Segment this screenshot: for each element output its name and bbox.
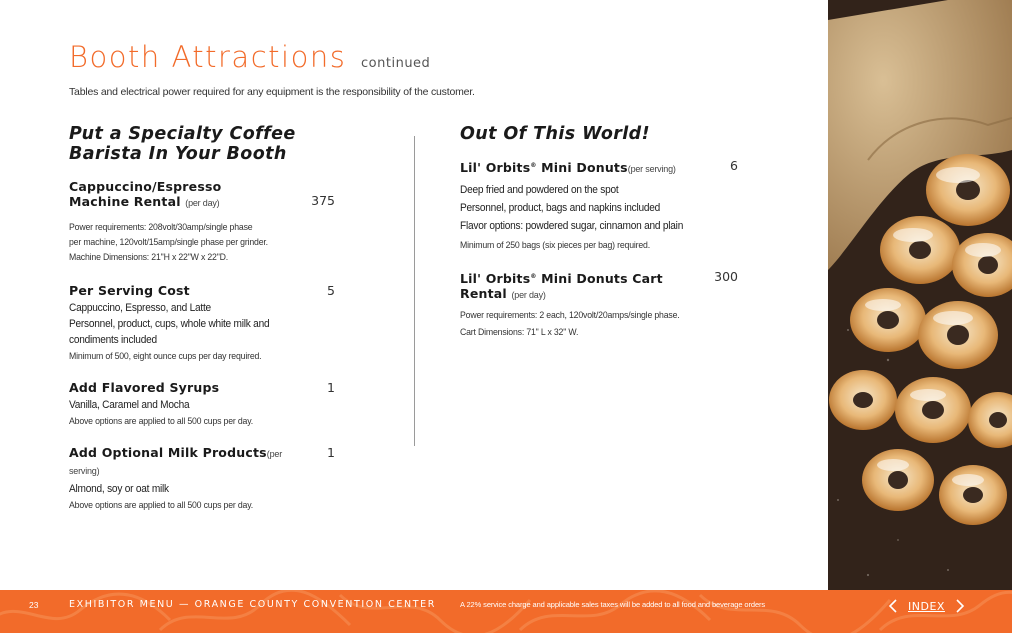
- item-note: per machine, 120volt/15amp/single phase per grinder.: [69, 237, 268, 248]
- item-note: Machine Dimensions: 21"H x 22"W x 22"D.: [69, 252, 229, 263]
- item-description: Vanilla, Caramel and Mocha: [69, 399, 190, 411]
- item-name: [69, 445, 335, 479]
- menu-item-milk: [69, 445, 335, 513]
- item-note: Minimum of 500, eight ounce cups per day required.: [69, 351, 262, 362]
- chevron-left-icon[interactable]: [886, 598, 900, 614]
- heading-line: Barista In Your Booth: [69, 144, 287, 164]
- item-unit: (per serving): [69, 449, 282, 476]
- menu-item-mini-donuts: [460, 158, 738, 253]
- menu-item-espresso-machine: [69, 179, 335, 265]
- donut-column: [460, 124, 738, 341]
- item-price: 5: [327, 283, 335, 298]
- page-subtitle: Tables and electrical power required for any equipment is the responsibility of the customer.: [69, 86, 475, 98]
- item-note: Minimum of 250 bags (six pieces per bag) required.: [460, 240, 650, 252]
- page-title-text: Booth Attractions: [69, 40, 347, 74]
- item-description: Flavor options: powdered sugar, cinnamon and plain: [460, 220, 684, 233]
- item-note: Above options are applied to all 500 cups per day.: [69, 416, 254, 427]
- item-note: Cart Dimensions: 71" L x 32" W.: [460, 327, 579, 339]
- item-name-text: Mini Donuts Cart Rental: [460, 271, 663, 302]
- item-name: Per Serving Cost: [69, 283, 190, 298]
- item-price: 6: [730, 158, 738, 173]
- registered-mark: ®: [530, 273, 537, 281]
- donuts-photo: [828, 0, 1012, 590]
- page-title: [69, 40, 430, 74]
- item-description: Cappuccino, Espresso, and Latte: [69, 302, 211, 314]
- menu-item-donut-cart: [460, 269, 738, 341]
- footer-menu-title: EXHIBITOR MENU — ORANGE COUNTY CONVENTION CENTER: [69, 599, 436, 610]
- item-name-line: Cappuccino/Espresso: [69, 179, 222, 194]
- item-price: 300: [714, 269, 738, 285]
- footer-nav: [886, 598, 967, 614]
- item-note: Power requirements: 2 each, 120volt/20amps/single phase.: [460, 310, 680, 322]
- page-number: 23: [29, 600, 39, 610]
- chevron-right-icon[interactable]: [953, 598, 967, 614]
- item-description: Almond, soy or oat milk: [69, 483, 169, 495]
- item-unit: (per day): [185, 198, 220, 208]
- menu-item-per-serving: [69, 283, 335, 364]
- item-name: [460, 269, 738, 303]
- menu-item-syrups: [69, 380, 335, 429]
- coffee-column: [69, 124, 335, 513]
- item-name-line: Machine Rental: [69, 194, 181, 209]
- page-title-suffix: continued: [361, 56, 431, 71]
- index-link[interactable]: INDEX: [908, 599, 945, 613]
- service-charge-note: A 22% service charge and applicable sales taxes will be added to all food and beverage orders: [460, 600, 766, 609]
- item-description: condiments included: [69, 334, 157, 346]
- item-unit: (per serving): [627, 164, 676, 175]
- item-name-text: Add Optional Milk Products: [69, 445, 267, 460]
- footer-swirl-pattern: [0, 590, 1012, 633]
- brand-name: Lil' Orbits: [460, 160, 531, 176]
- item-name: [460, 158, 738, 177]
- item-name: Add Flavored Syrups: [69, 380, 220, 395]
- item-price: 375: [311, 193, 335, 208]
- donuts-illustration: [828, 0, 1012, 590]
- item-name: [69, 179, 335, 211]
- registered-mark: ®: [530, 162, 537, 169]
- footer-bar: [0, 590, 1012, 633]
- item-name-text: Mini Donuts: [536, 160, 628, 176]
- item-note: Power requirements: 208volt/30amp/single phase: [69, 222, 253, 233]
- item-price: 1: [327, 380, 335, 395]
- item-unit: (per day): [511, 290, 546, 301]
- section-heading-donuts: Out Of This World!: [460, 124, 650, 144]
- brand-name: Lil' Orbits: [460, 271, 531, 287]
- item-note: Above options are applied to all 500 cups per day.: [69, 500, 254, 511]
- column-divider: [414, 136, 415, 446]
- heading-line: Put a Specialty Coffee: [69, 124, 296, 144]
- item-price: 1: [327, 445, 335, 460]
- item-description: Deep fried and powdered on the spot: [460, 184, 619, 197]
- section-heading-coffee: [69, 124, 335, 164]
- item-description: Personnel, product, bags and napkins included: [460, 202, 661, 215]
- item-description: Personnel, product, cups, whole white milk and: [69, 318, 270, 330]
